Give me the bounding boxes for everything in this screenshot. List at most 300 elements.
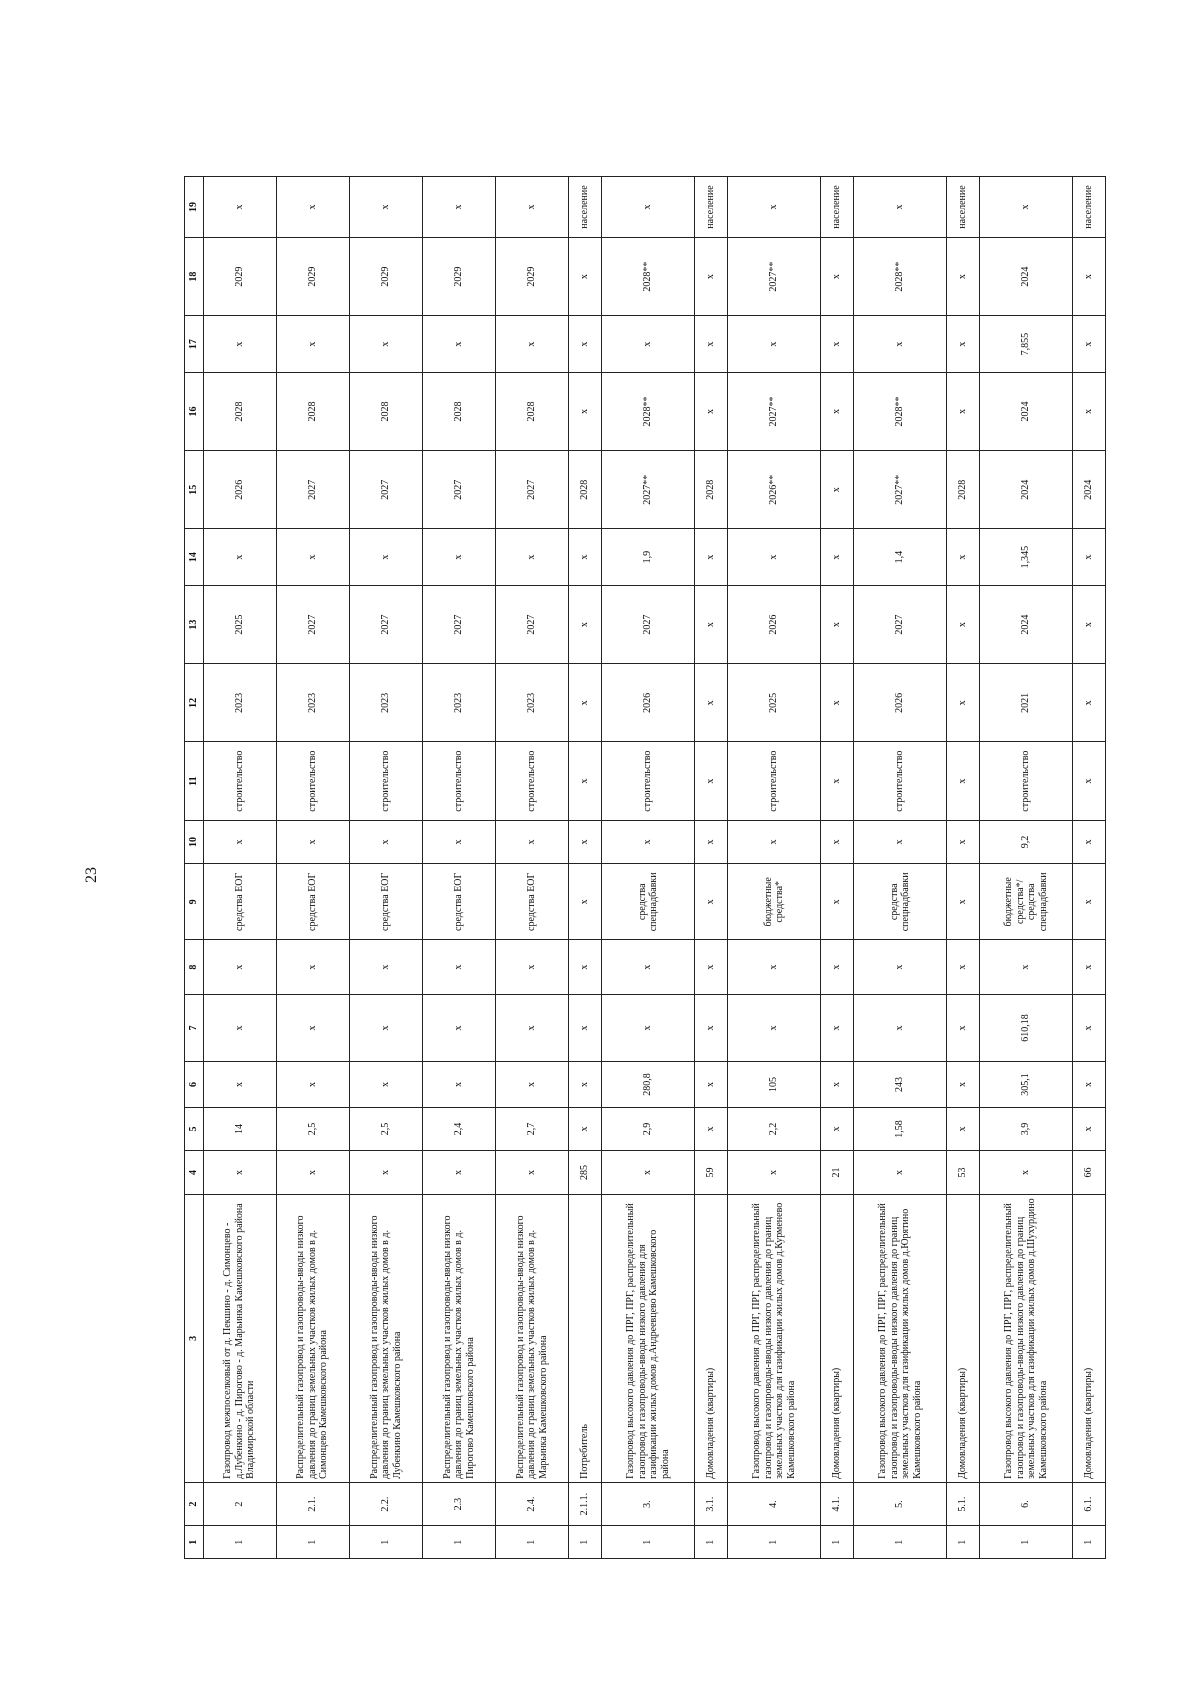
table-cell: x [821,585,854,663]
column-header: 12 [185,664,204,742]
table-cell: 2026 [727,585,820,663]
column-header: 17 [185,316,204,373]
table-cell: x [276,994,349,1061]
table-cell: 4.1. [821,1482,854,1525]
table-cell: Газопровод межпоселковый от д. Пекшино - д. Симонцево - д.Лубенкино - д. Пирогово - д. Марьинка Камешковского района Владимирской области [203,1194,276,1482]
table-cell: 2.2. [349,1482,422,1525]
table-cell: 1 [979,1526,1072,1559]
table-cell: x [821,994,854,1061]
table-cell: x [695,372,728,450]
table-cell: x [1073,238,1106,316]
table-cell: строительство [979,742,1072,820]
table-cell: Распределительный газопровод и газопроводы-вводы низкого давления до границ земельных участков жилых домов в д. Симонцево Камешковского района [276,1194,349,1482]
table-cell: x [276,820,349,863]
table-cell: 2026 [203,451,276,529]
table-cell: x [496,316,569,373]
table-cell: 14 [203,1107,276,1150]
table-cell: x [947,664,980,742]
table-cell: x [947,994,980,1061]
table-cell: x [821,742,854,820]
table-row [496,177,569,1559]
table-cell: 2.1.1. [569,1482,602,1525]
table-cell: x [1073,742,1106,820]
table-cell: x [1073,372,1106,450]
table-cell: 4. [727,1482,820,1525]
table-cell: 2028 [496,372,569,450]
table-cell: 2029 [349,238,422,316]
table-cell: бюджетные средства* [727,864,820,940]
column-header: 2 [185,1482,204,1525]
table-cell: x [569,238,602,316]
table-cell: x [422,1151,495,1194]
table-cell: бюджетные средства*/средства спецнадбавки [979,864,1072,940]
table-cell: 2023 [203,664,276,742]
table-cell: x [569,820,602,863]
table-cell: 2028 [422,372,495,450]
table-cell: Газопровод высокого давления до ПРГ, ПРГ, распределительный газопровод и газопроводы-вводы низкого давления до границ земельных участков для газификации жилых домов д.Шухурдино Камешковского района [979,1194,1072,1482]
table-cell: 305,1 [979,1062,1072,1108]
table-cell: x [422,529,495,586]
table-cell: x [422,820,495,863]
table-cell: 2026** [727,451,820,529]
table-cell: x [947,1107,980,1150]
table-cell: x [422,177,495,238]
table-cell: 1 [1073,1526,1106,1559]
table-cell: 2,2 [727,1107,820,1150]
table-cell: 1 [853,1526,946,1559]
table-cell: x [349,940,422,994]
table-cell: 1,345 [979,529,1072,586]
table-cell: x [853,316,946,373]
table-cell: 2,5 [349,1107,422,1150]
table-cell: x [1073,1107,1106,1150]
table-cell: 2029 [203,238,276,316]
table-cell: Распределительный газопровод и газопроводы-вводы низкого давления до границ земельных участков жилых домов в д. Марьинка Камешковского района [496,1194,569,1482]
table-cell: x [1073,994,1106,1061]
table-cell: x [496,1151,569,1194]
table-cell: x [1073,1062,1106,1108]
table-cell: x [569,585,602,663]
table-cell: x [695,1062,728,1108]
table-cell: 2028 [947,451,980,529]
table-cell: x [821,1062,854,1108]
table-cell: x [695,820,728,863]
table-cell: x [203,1062,276,1108]
column-header: 5 [185,1107,204,1150]
table-cell: x [601,316,694,373]
table-cell: 2023 [349,664,422,742]
table-cell: x [695,994,728,1061]
table-cell: x [276,316,349,373]
table-cell: x [979,940,1072,994]
table-cell: 2027 [496,585,569,663]
gasification-table [184,176,1106,1559]
table-cell: 2028** [601,372,694,450]
table-cell: строительство [422,742,495,820]
table-cell: x [276,1151,349,1194]
table-cell: x [947,372,980,450]
table-cell: x [569,529,602,586]
table-cell: 1 [695,1526,728,1559]
column-header: 7 [185,994,204,1061]
table-cell: строительство [276,742,349,820]
table-cell: x [979,177,1072,238]
table-cell: население [821,177,854,238]
table-cell: x [727,940,820,994]
table-cell: x [853,820,946,863]
column-header: 15 [185,451,204,529]
table-cell: x [601,994,694,1061]
table-cell: строительство [853,742,946,820]
table-cell: 2028** [853,238,946,316]
table-cell: средства ЕОГ [203,864,276,940]
table-cell: x [349,994,422,1061]
table-cell: 21 [821,1151,854,1194]
table-cell: x [947,238,980,316]
table-cell: 105 [727,1062,820,1108]
table-cell: x [203,994,276,1061]
table-cell: 2027** [601,451,694,529]
page-number: 23 [83,867,100,883]
table-cell: x [276,177,349,238]
table-cell: население [569,177,602,238]
table-cell: x [821,451,854,529]
table-cell: x [695,664,728,742]
table-cell: Газопровод высокого давления до ПРГ, ПРГ, распределительный газопровод и газопроводы-вводы низкого давления до границ земельных участков для газификации жилых домов д.Курменево Камешковского района [727,1194,820,1482]
table-cell: x [695,940,728,994]
table-cell: 2 [203,1482,276,1525]
table-cell: x [947,864,980,940]
table-cell: 2023 [422,664,495,742]
table-container [184,176,1106,1559]
table-cell: x [821,940,854,994]
table-cell: 2024 [979,585,1072,663]
table-cell: x [569,316,602,373]
table-cell: 2.3 [422,1482,495,1525]
column-header: 9 [185,864,204,940]
table-cell: 1 [422,1526,495,1559]
table-cell: строительство [203,742,276,820]
table-cell: x [1073,864,1106,940]
table-cell: 2029 [276,238,349,316]
table-cell: x [853,940,946,994]
table-cell: x [203,177,276,238]
table-cell: x [727,1151,820,1194]
table-cell: 2028 [203,372,276,450]
table-cell: 2026 [853,664,946,742]
table-cell: x [203,316,276,373]
table-cell: 2,9 [601,1107,694,1150]
table-cell: 2024 [979,372,1072,450]
table-cell: 610,18 [979,994,1072,1061]
table-cell: 2,5 [276,1107,349,1150]
table-cell: средства ЕОГ [422,864,495,940]
table-row [349,177,422,1559]
table-cell: Газопровод высокого давления до ПРГ, ПРГ, распределительный газопровод и газопроводы-вводы низкого давления до границ земельных участков для газификации жилых домов д.Юрятино Камешковского района [853,1194,946,1482]
table-cell: 2.4. [496,1482,569,1525]
table-cell: 2,7 [496,1107,569,1150]
table-cell: x [695,742,728,820]
table-cell: 2027 [349,585,422,663]
table-cell: x [947,316,980,373]
table-row [853,177,946,1559]
table-cell: 2.1. [276,1482,349,1525]
table-row [821,177,854,1559]
table-cell: 1,58 [853,1107,946,1150]
table-cell: строительство [727,742,820,820]
table-cell: x [203,529,276,586]
table-cell: x [496,940,569,994]
table-cell: 2028 [569,451,602,529]
column-header: 10 [185,820,204,863]
table-row [695,177,728,1559]
table-cell: 3.1. [695,1482,728,1525]
column-header: 13 [185,585,204,663]
table-row [276,177,349,1559]
table-cell: 2021 [979,664,1072,742]
table-cell: x [821,316,854,373]
table-cell: x [422,994,495,1061]
table-cell: 1 [727,1526,820,1559]
table-cell: 5. [853,1482,946,1525]
table-cell: 1 [601,1526,694,1559]
table-cell: Газопровод высокого давления до ПРГ, ПРГ, распределительный газопровод и газопроводы-вводы низкого давления для газификации жилых домов д.Андреевцево Камешковского района [601,1194,694,1482]
table-cell: 2023 [276,664,349,742]
table-cell: x [1073,940,1106,994]
table-cell: x [276,1062,349,1108]
table-cell: 2027 [422,585,495,663]
table-row [727,177,820,1559]
table-cell: x [821,820,854,863]
table-cell: 2028** [853,372,946,450]
table-cell: Распределительный газопровод и газопроводы-вводы низкого давления до границ земельных участков жилых домов в д. Пирогово Камешковского района [422,1194,495,1482]
table-cell: строительство [349,742,422,820]
table-cell: 2028 [695,451,728,529]
table-cell: 2025 [203,585,276,663]
table-cell: x [853,994,946,1061]
table-cell: x [569,664,602,742]
table-cell: x [349,1151,422,1194]
table-cell: Домовладения (квартиры) [947,1194,980,1482]
table-cell: x [727,316,820,373]
table-cell: население [695,177,728,238]
table-cell: Домовладения (квартиры) [821,1194,854,1482]
table-cell: 2027** [727,238,820,316]
table-cell: x [695,585,728,663]
table-cell: x [496,994,569,1061]
table-cell: Потребитель [569,1194,602,1482]
table-cell: x [496,820,569,863]
rotated-table [184,176,1106,1559]
table-cell: x [695,529,728,586]
table-cell: 2024 [1073,451,1106,529]
table-cell: x [695,238,728,316]
table-cell: x [203,1151,276,1194]
table-cell: x [1073,664,1106,742]
table-cell: x [695,864,728,940]
table-cell: 7,855 [979,316,1072,373]
table-cell: x [349,1062,422,1108]
table-cell: x [1073,585,1106,663]
table-cell: 1 [349,1526,422,1559]
table-cell: x [569,1107,602,1150]
table-cell: 2024 [979,451,1072,529]
table-cell: x [276,940,349,994]
table-cell: x [1073,316,1106,373]
table-cell: x [569,1062,602,1108]
table-cell: x [496,177,569,238]
table-cell: x [727,994,820,1061]
table-cell: население [947,177,980,238]
table-cell: x [821,372,854,450]
table-cell: x [727,177,820,238]
table-cell: x [422,940,495,994]
table-cell: x [569,994,602,1061]
table-cell: x [276,529,349,586]
table-cell: 2027 [422,451,495,529]
table-row [979,177,1072,1559]
column-header: 6 [185,1062,204,1108]
table-cell: 2027 [601,585,694,663]
table-cell: x [1073,529,1106,586]
column-header: 1 [185,1526,204,1559]
table-cell: x [569,742,602,820]
table-cell: 2027** [853,451,946,529]
table-cell: средства ЕОГ [349,864,422,940]
table-cell: 2024 [979,238,1072,316]
column-header: 18 [185,238,204,316]
table-cell: 285 [569,1151,602,1194]
table-cell: 2028 [276,372,349,450]
table-cell: средства ЕОГ [276,864,349,940]
table-cell: x [601,177,694,238]
table-cell: Домовладения (квартиры) [695,1194,728,1482]
table-cell: x [821,238,854,316]
table-cell: 1,4 [853,529,946,586]
table-cell: x [947,529,980,586]
table-cell: 2027 [496,451,569,529]
column-header: 14 [185,529,204,586]
table-cell: x [203,820,276,863]
table-cell: x [695,316,728,373]
table-row [947,177,980,1559]
table-cell: 2025 [727,664,820,742]
table-cell: 59 [695,1151,728,1194]
table-cell: x [947,820,980,863]
table-cell: 53 [947,1151,980,1194]
table-cell: Домовладения (квартиры) [1073,1194,1106,1482]
table-cell: x [727,820,820,863]
table-cell: средства спецнадбавки [601,864,694,940]
table-cell: 9,2 [979,820,1072,863]
table-cell: 2029 [422,238,495,316]
table-cell: 3,9 [979,1107,1072,1150]
table-cell: x [601,1151,694,1194]
column-header: 16 [185,372,204,450]
table-cell: x [821,529,854,586]
table-cell: x [947,1062,980,1108]
table-cell: x [821,864,854,940]
column-header: 8 [185,940,204,994]
table-cell: 2028 [349,372,422,450]
table-cell: 2027** [727,372,820,450]
table-cell: x [422,1062,495,1108]
table-cell: x [947,940,980,994]
table-cell: 66 [1073,1151,1106,1194]
table-cell: средства ЕОГ [496,864,569,940]
table-cell: x [727,529,820,586]
table-row [601,177,694,1559]
column-header: 4 [185,1151,204,1194]
table-cell: 243 [853,1062,946,1108]
header-row [185,177,204,1559]
table-cell: x [569,864,602,940]
table-cell: x [569,940,602,994]
table-cell: x [349,820,422,863]
table-cell: 1 [276,1526,349,1559]
table-row [1073,177,1106,1559]
table-cell: 1,9 [601,529,694,586]
table-cell: 2027 [276,451,349,529]
table-cell: 2027 [276,585,349,663]
table-cell: 1 [496,1526,569,1559]
table-cell: 2028** [601,238,694,316]
table-row [422,177,495,1559]
table-cell: 1 [821,1526,854,1559]
table-cell: x [1073,820,1106,863]
table-cell: строительство [496,742,569,820]
table-cell: x [203,940,276,994]
table-cell: x [349,529,422,586]
table-cell: x [821,664,854,742]
table-cell: x [853,177,946,238]
table-cell: Распределительный газопровод и газопроводы-вводы низкого давления до границ земельных участков жилых домов в д. Лубенкино Камешковского района [349,1194,422,1482]
table-cell: население [1073,177,1106,238]
table-cell: 3. [601,1482,694,1525]
column-header: 3 [185,1194,204,1482]
table-cell: строительство [601,742,694,820]
table-cell: 2023 [496,664,569,742]
table-cell: 2027 [853,585,946,663]
table-cell: x [947,585,980,663]
table-cell: x [349,177,422,238]
table-cell: 1 [947,1526,980,1559]
table-cell: 280,8 [601,1062,694,1108]
table-cell: 1 [569,1526,602,1559]
table-cell: x [349,316,422,373]
table-cell: x [853,1151,946,1194]
table-cell: 2,4 [422,1107,495,1150]
table-cell: 2027 [349,451,422,529]
table-cell: x [601,820,694,863]
table-cell: x [695,1107,728,1150]
table-cell: 1 [203,1526,276,1559]
table-cell: x [422,316,495,373]
table-cell: x [601,940,694,994]
table-cell: x [947,742,980,820]
table-row [569,177,602,1559]
table-cell: x [496,1062,569,1108]
column-header: 19 [185,177,204,238]
table-cell: средства спецнадбавки [853,864,946,940]
table-cell: 2029 [496,238,569,316]
table-cell: x [979,1151,1072,1194]
table-cell: x [496,529,569,586]
table-row [203,177,276,1559]
table-cell: x [569,372,602,450]
table-cell: x [821,1107,854,1150]
table-cell: 6. [979,1482,1072,1525]
